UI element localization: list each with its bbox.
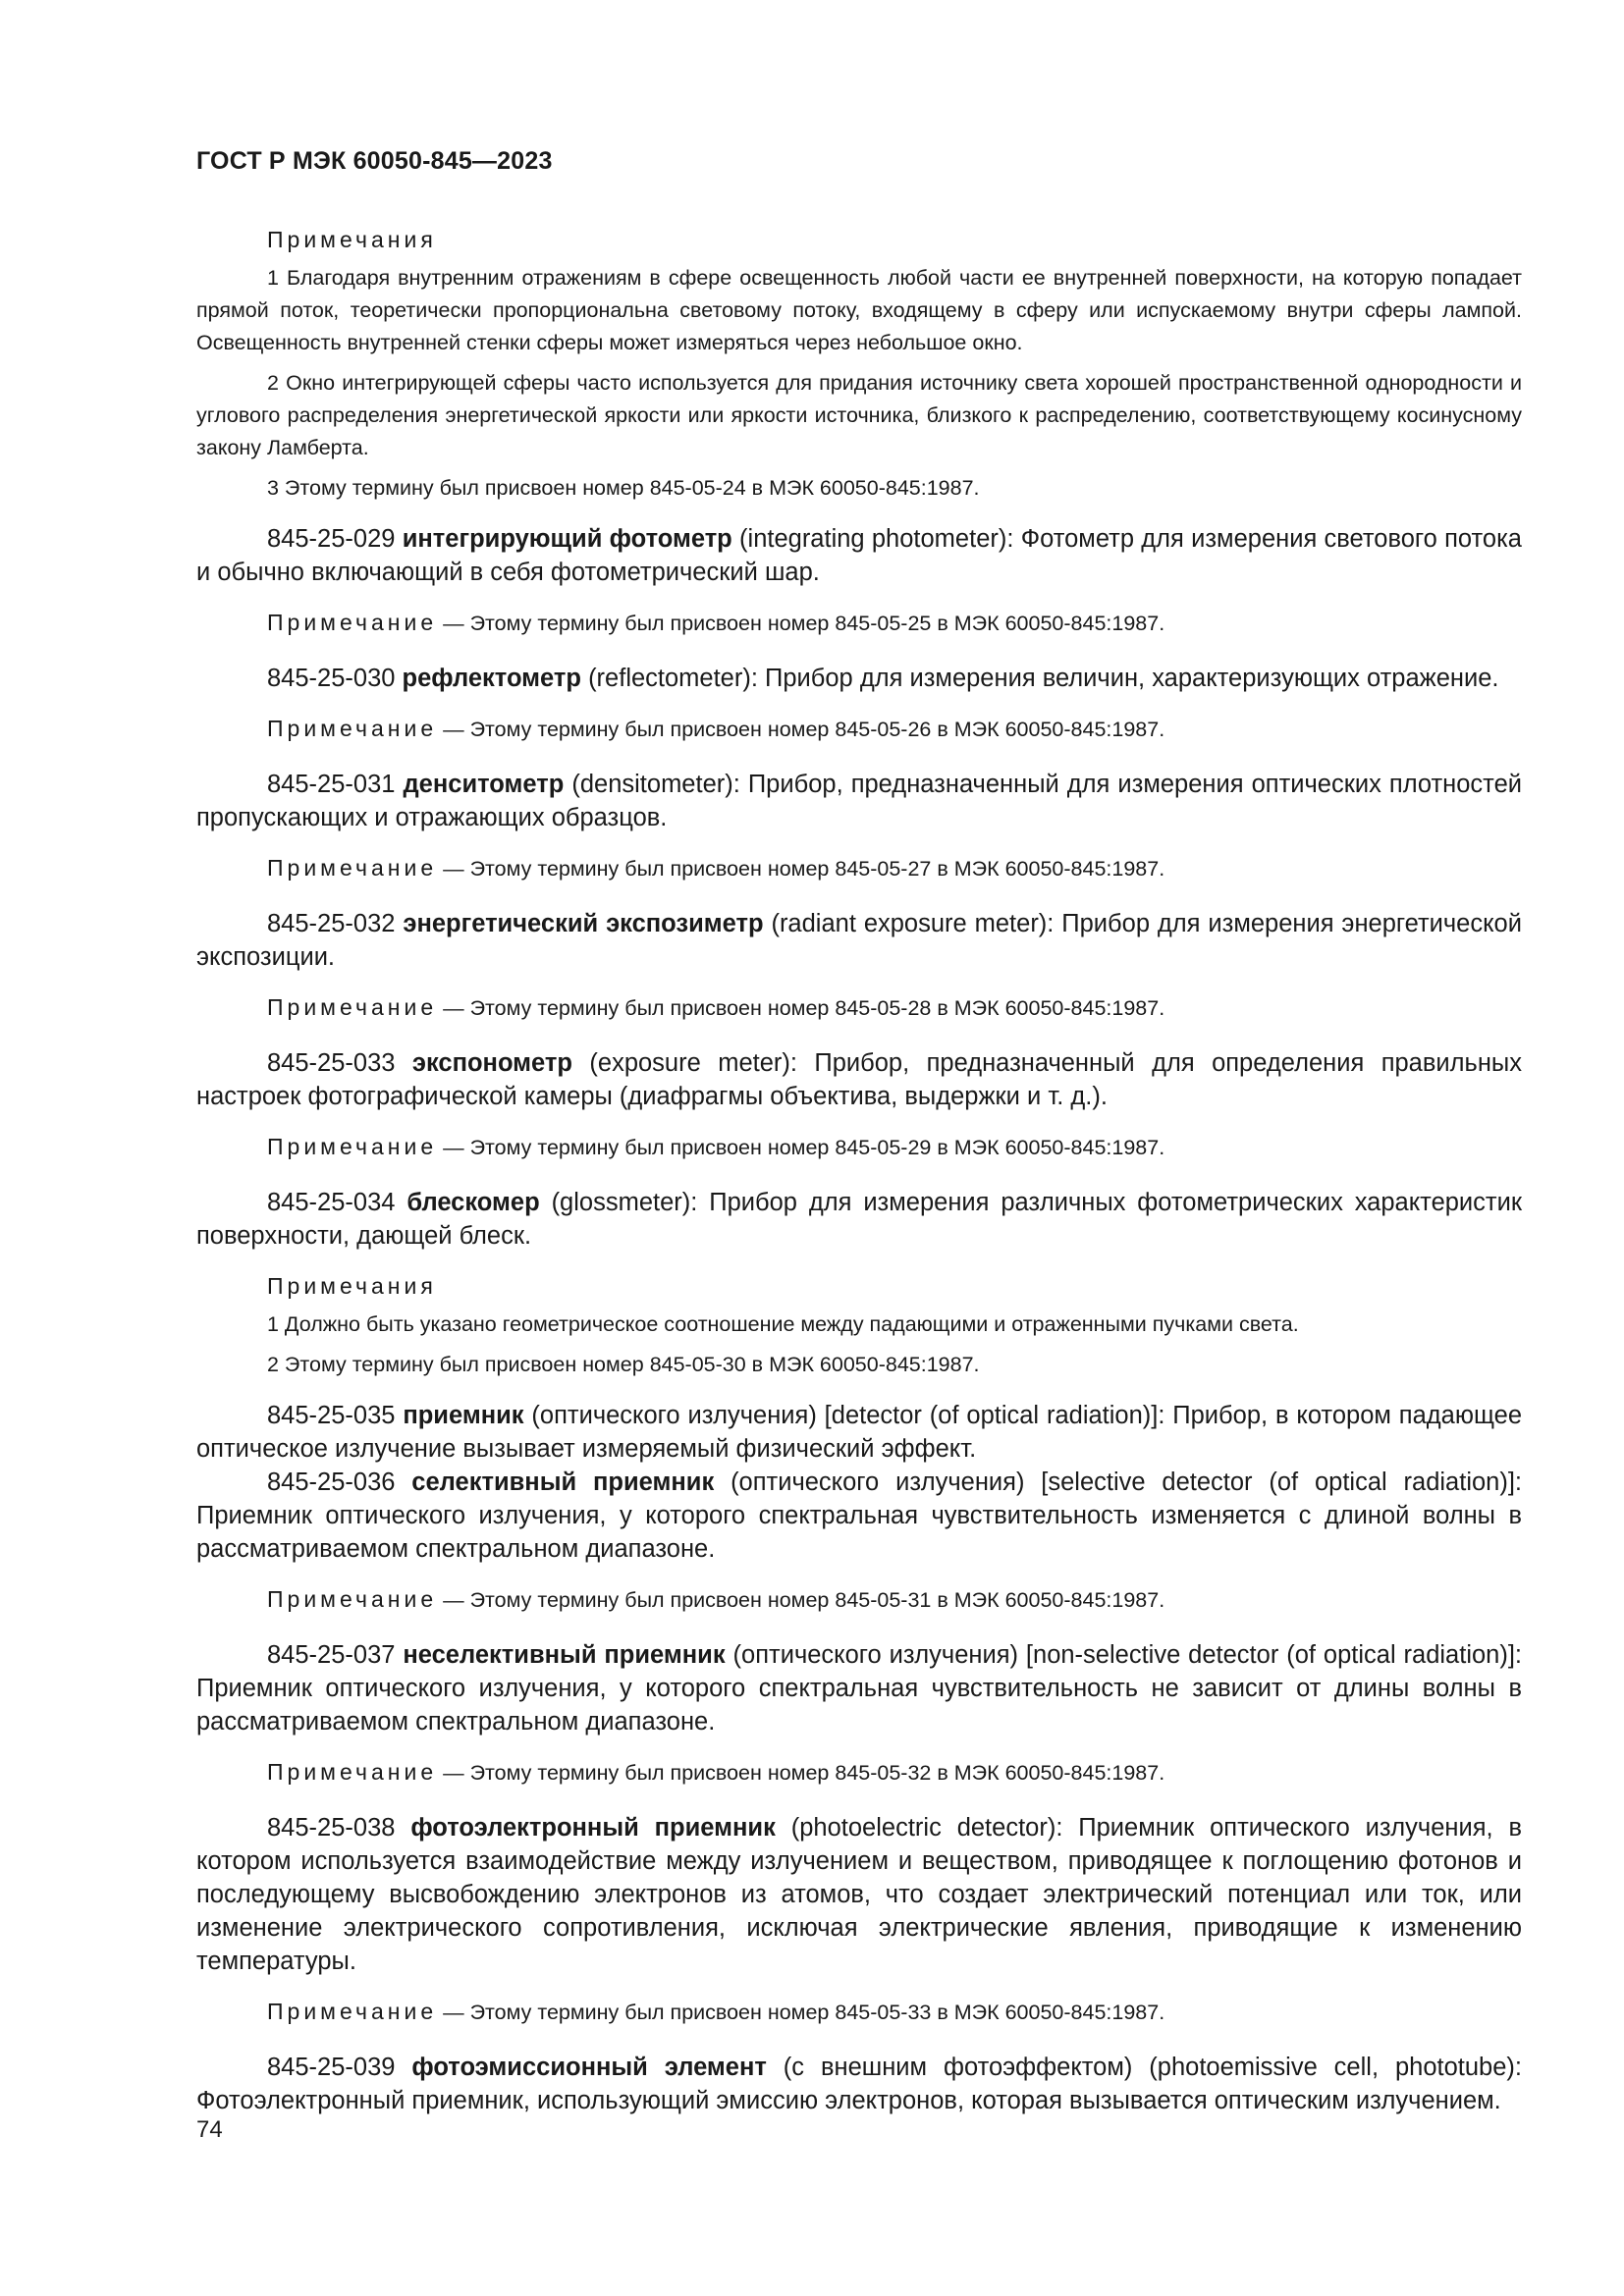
note-label: Примечание bbox=[267, 1586, 438, 1612]
term-number: 845-25-030 bbox=[267, 665, 396, 692]
term-definition: (reflectometer): Прибор для измерения величин, характеризующих отражение. bbox=[588, 665, 1499, 692]
term-number: 845-25-033 bbox=[267, 1049, 396, 1077]
term-number: 845-25-037 bbox=[267, 1641, 396, 1669]
term-entry-037 bbox=[196, 1638, 1522, 1738]
note-item: 2 Этому термину был присвоен номер 845-05-30 в МЭК 60050-845:1987. bbox=[267, 1353, 980, 1376]
term-note bbox=[267, 1583, 1522, 1617]
note-text: — Этому термину был присвоен номер 845-05-28 в МЭК 60050-845:1987. bbox=[443, 996, 1165, 1020]
term-note bbox=[267, 1131, 1522, 1164]
term-note bbox=[267, 713, 1522, 746]
term-definition: (оптического излучения) [detector (of optical radiation)]: Прибор, в котором падающее оптическое излучение вызывает измеряемый физический эффект. bbox=[196, 1402, 1522, 1463]
term-number: 845-25-038 bbox=[267, 1814, 396, 1842]
term-entry-031 bbox=[196, 768, 1522, 834]
note-label: Примечание bbox=[267, 716, 438, 741]
term-number: 845-25-036 bbox=[267, 1468, 396, 1496]
notes-block-glossmeter bbox=[196, 1270, 1522, 1381]
note-item: 2 Окно интегрирующей сферы часто используется для придания источнику света хорошей пространственной однородности и углового распределения энергетической яркости или яркости источника, близкого к распределению, соответствующему косинусному закону Ламберта. bbox=[196, 371, 1522, 459]
term-entry-034 bbox=[196, 1186, 1522, 1253]
term-entry-032 bbox=[196, 907, 1522, 974]
note-label: Примечание bbox=[267, 1999, 438, 2024]
note-item: 3 Этому термину был присвоен номер 845-05-24 в МЭК 60050-845:1987. bbox=[267, 476, 980, 500]
note-label: Примечание bbox=[267, 610, 438, 635]
term-entry-038 bbox=[196, 1811, 1522, 1978]
note-text: — Этому термину был присвоен номер 845-05-33 в МЭК 60050-845:1987. bbox=[443, 2001, 1165, 2024]
term-number: 845-25-039 bbox=[267, 2054, 396, 2081]
note-label: Примечание bbox=[267, 1759, 438, 1785]
term-entry-029 bbox=[196, 522, 1522, 589]
notes-label: Примечания bbox=[267, 1273, 437, 1299]
term-number: 845-25-029 bbox=[267, 525, 396, 553]
term-number: 845-25-031 bbox=[267, 771, 396, 798]
term-note bbox=[267, 1996, 1522, 2029]
term-name: блескомер bbox=[406, 1189, 540, 1216]
term-note bbox=[267, 1756, 1522, 1789]
term-definition: (оптического излучения) [selective detector (of optical radiation)]: Приемник оптического излучения, у которого спектральная чувствительность изменяется с длиной волны в рассматриваемом спектральном диапазоне. bbox=[196, 1468, 1523, 1563]
term-entry-039 bbox=[196, 2051, 1522, 2117]
term-name: неселективный приемник bbox=[403, 1641, 726, 1669]
term-definition: (с внешним фотоэффектом) (photoemissive cell, phototube): Фотоэлектронный приемник, использующий эмиссию электронов, которая вызывается оптическим излучением. bbox=[196, 2054, 1522, 2114]
term-definition: (densitometer): Прибор, предназначенный для измерения оптических плотностей пропускающих и отражающих образцов. bbox=[196, 771, 1523, 831]
note-text: — Этому термину был присвоен номер 845-05-27 в МЭК 60050-845:1987. bbox=[443, 857, 1165, 881]
document-header: ГОСТ Р МЭК 60050-845—2023 bbox=[196, 147, 553, 175]
notes-block-top bbox=[196, 224, 1522, 505]
term-note bbox=[267, 852, 1522, 885]
term-entry-035 bbox=[196, 1399, 1522, 1466]
term-number: 845-25-032 bbox=[267, 910, 396, 937]
term-entry-036 bbox=[196, 1466, 1522, 1566]
term-definition: (photoelectric detector): Приемник оптического излучения, в котором используется взаимодействие между излучением и веществом, приводящее к поглощению фотонов и последующему высвобождению электронов из атомов, что создает электрический потенциал или ток, или изменение электрического сопротивления, исключая электрические явления, приводящие к изменению температуры. bbox=[196, 1814, 1522, 1975]
note-text: — Этому термину был присвоен номер 845-05-25 в МЭК 60050-845:1987. bbox=[443, 612, 1165, 635]
note-label: Примечание bbox=[267, 1134, 438, 1159]
note-label: Примечание bbox=[267, 994, 438, 1020]
note-item: 1 Благодаря внутренним отражениям в сфере освещенность любой части ее внутренней поверхности, на которую попадает прямой поток, теоретически пропорциональна световому потоку, входящему в сферу или испускаемому внутри сферы лампой. Освещенность внутренней стенки сферы может измеряться через небольшое окно. bbox=[196, 266, 1522, 354]
term-entry-033 bbox=[196, 1046, 1522, 1113]
term-name: экспонометр bbox=[411, 1049, 572, 1077]
term-note bbox=[267, 991, 1522, 1025]
note-label: Примечание bbox=[267, 855, 438, 881]
note-text: — Этому термину был присвоен номер 845-05-26 в МЭК 60050-845:1987. bbox=[443, 718, 1165, 741]
term-name: фотоэмиссионный элемент bbox=[411, 2054, 767, 2081]
term-name: приемник bbox=[403, 1402, 524, 1429]
term-name: селективный приемник bbox=[411, 1468, 715, 1496]
note-text: — Этому термину был присвоен номер 845-05-29 в МЭК 60050-845:1987. bbox=[443, 1136, 1165, 1159]
term-number: 845-25-034 bbox=[267, 1189, 396, 1216]
term-entry-030 bbox=[196, 662, 1522, 695]
term-note bbox=[267, 607, 1522, 640]
term-definition: (radiant exposure meter): Прибор для измерения энергетической экспозиции. bbox=[196, 910, 1522, 971]
notes-label: Примечания bbox=[267, 227, 437, 252]
term-name: интегрирующий фотометр bbox=[402, 525, 732, 553]
term-name: денситометр bbox=[403, 771, 565, 798]
page-number: 74 bbox=[196, 2116, 223, 2143]
term-definition: (оптического излучения) [non-selective detector (of optical radiation)]: Приемник оптического излучения, у которого спектральная чувствительность не зависит от длины волны в рассматриваемом спектральном диапазоне. bbox=[196, 1641, 1523, 1735]
note-text: — Этому термину был присвоен номер 845-05-32 в МЭК 60050-845:1987. bbox=[443, 1761, 1165, 1785]
page-content bbox=[196, 224, 1522, 2135]
term-name: фотоэлектронный приемник bbox=[410, 1814, 776, 1842]
term-name: рефлектометр bbox=[402, 665, 581, 692]
term-definition: (glossmeter): Прибор для измерения различных фотометрических характеристик поверхности, дающей блеск. bbox=[196, 1189, 1523, 1250]
term-name: энергетический экспозиметр bbox=[403, 910, 764, 937]
note-item: 1 Должно быть указано геометрическое соотношение между падающими и отраженными пучками света. bbox=[267, 1312, 1299, 1336]
note-text: — Этому термину был присвоен номер 845-05-31 в МЭК 60050-845:1987. bbox=[443, 1588, 1165, 1612]
term-number: 845-25-035 bbox=[267, 1402, 396, 1429]
term-definition: (exposure meter): Прибор, предназначенный для определения правильных настроек фотографической камеры (диафрагмы объектива, выдержки и т. д.). bbox=[196, 1049, 1522, 1110]
term-definition: (integrating photometer): Фотометр для измерения светового потока и обычно включающий в себя фотометрический шар. bbox=[196, 525, 1522, 586]
